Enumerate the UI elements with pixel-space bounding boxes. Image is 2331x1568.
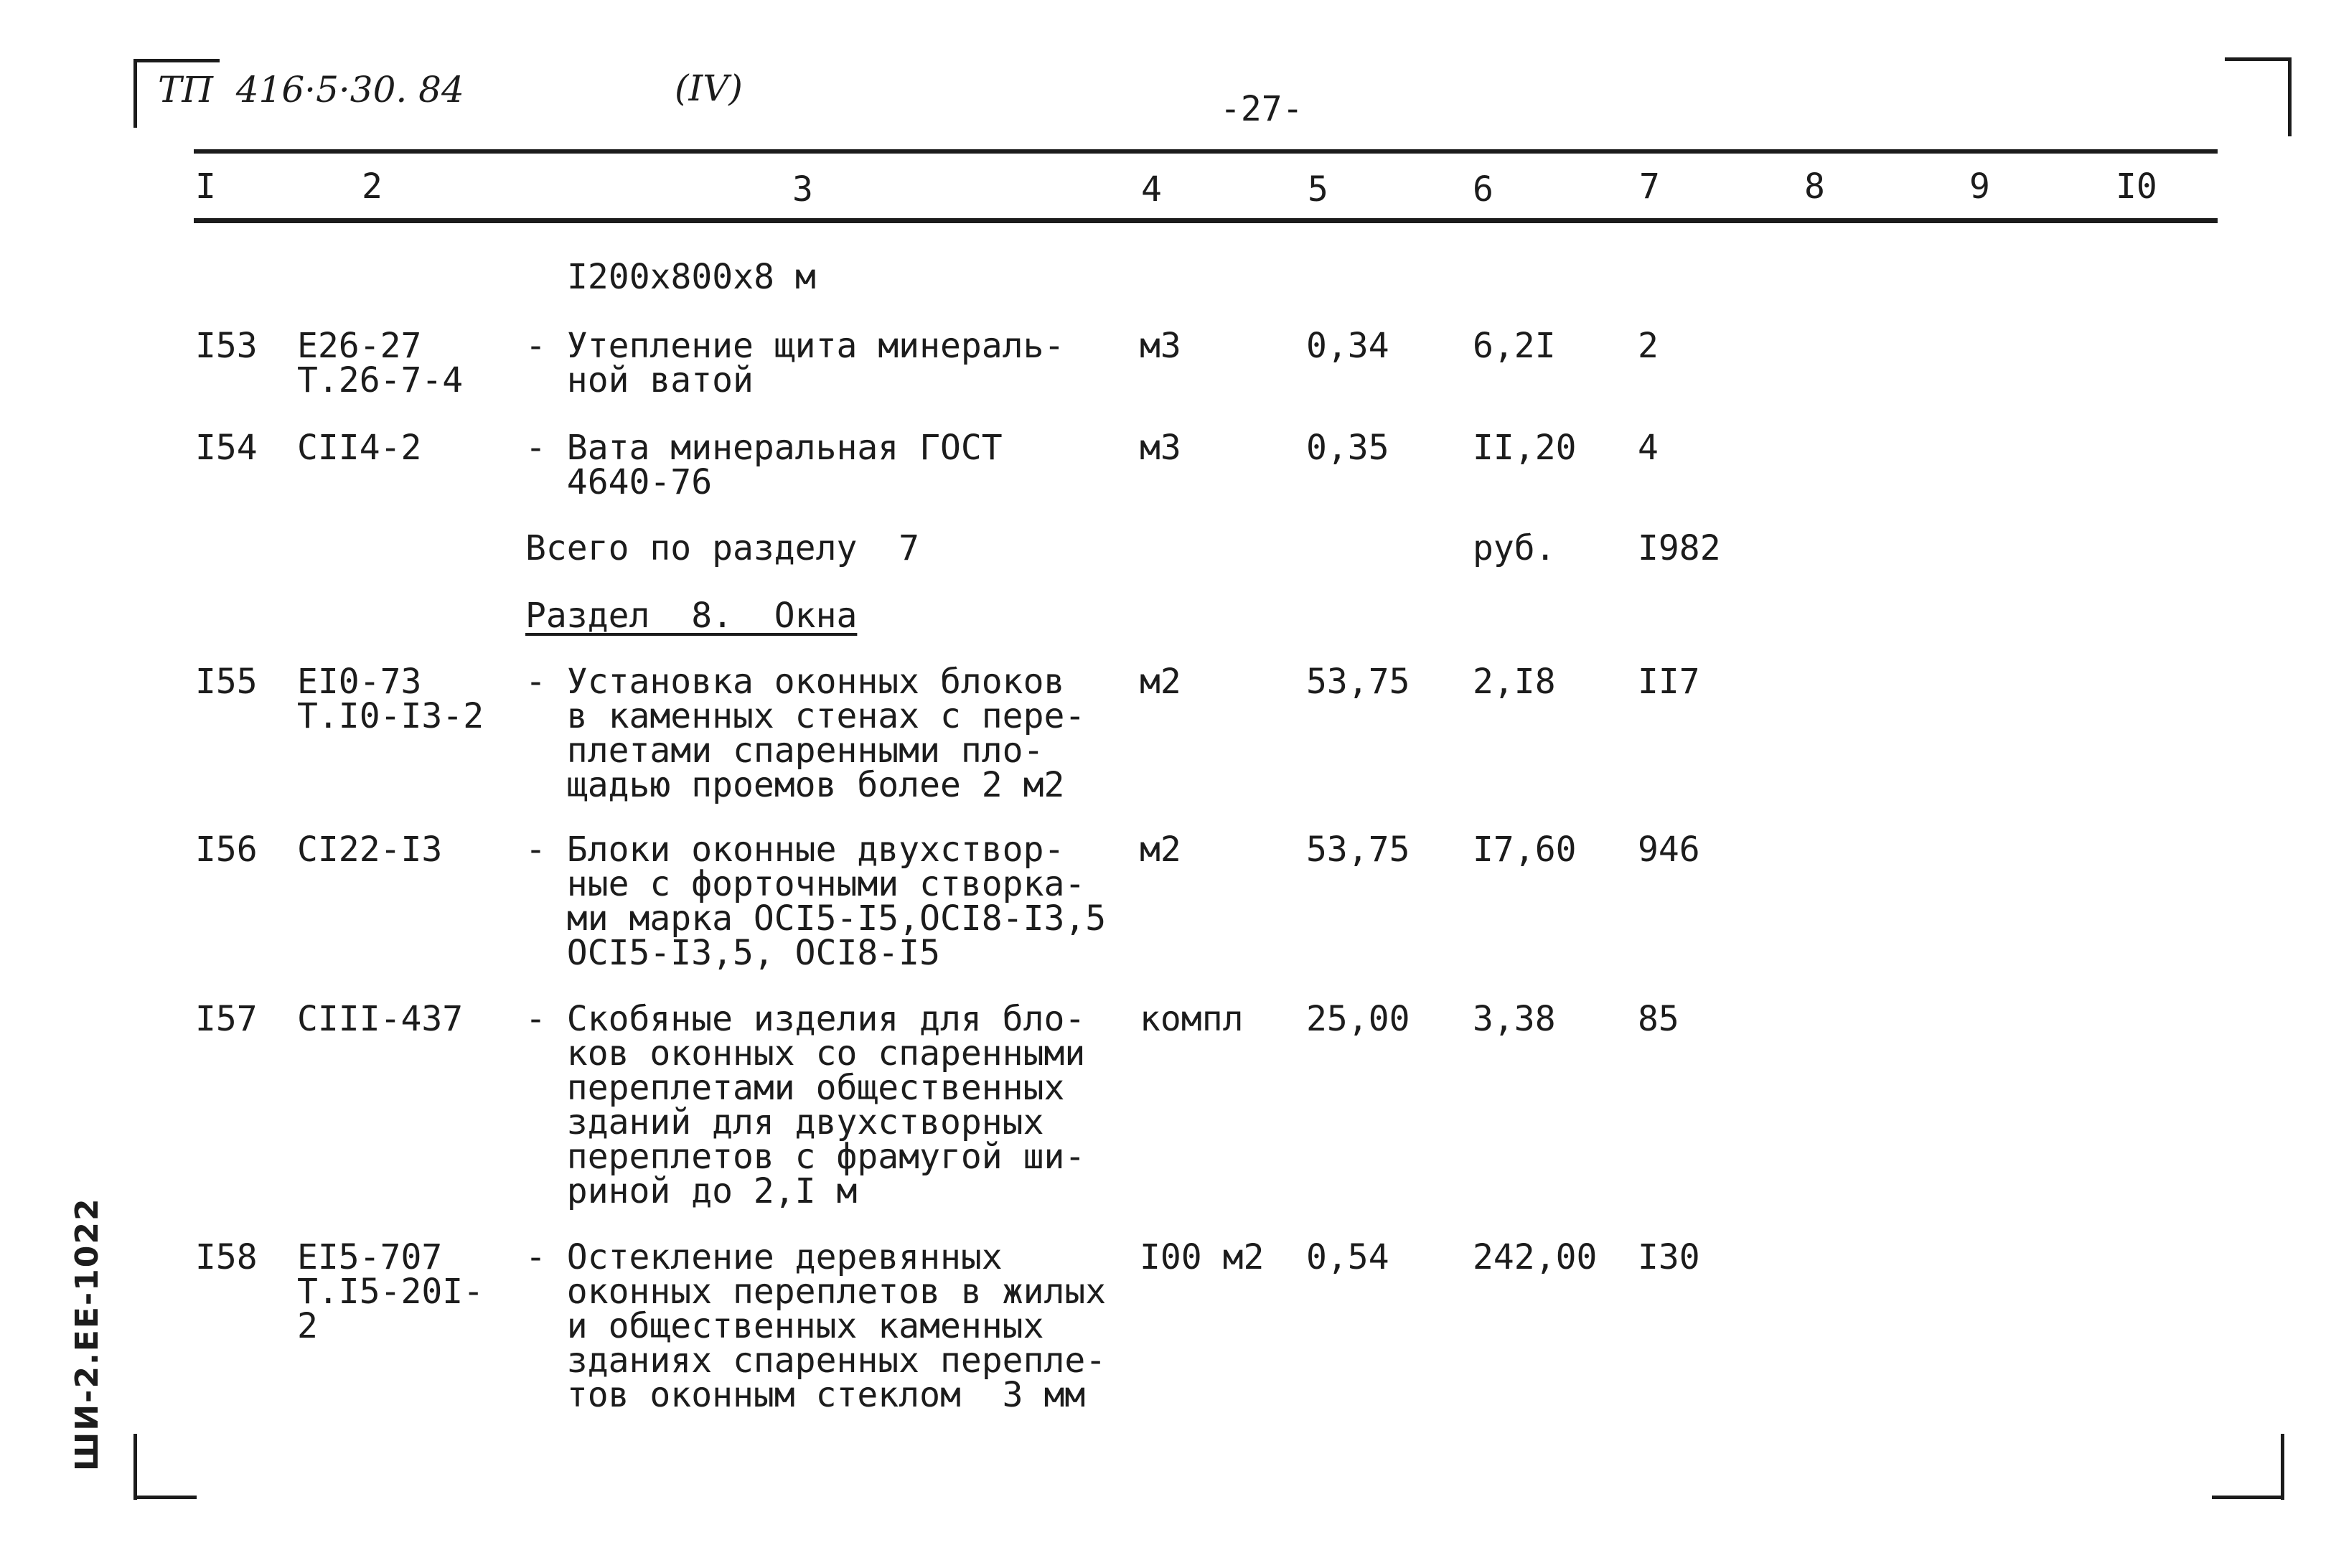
row-number: I55 xyxy=(195,662,258,702)
frame-corner-top-left-v xyxy=(133,59,137,128)
unit-price: 2,I8 xyxy=(1473,662,1556,702)
work-description: - Утепление щита минераль- ной ватой xyxy=(525,326,1065,400)
unit: компл xyxy=(1140,999,1244,1039)
quantity: 0,34 xyxy=(1306,326,1389,366)
frame-corner-top-right-v xyxy=(2288,57,2292,136)
frame-corner-top-right-h xyxy=(2225,57,2291,61)
column-header-3: 3 xyxy=(792,169,813,210)
rate-code: СII4-2 xyxy=(297,428,422,468)
unit-price: 3,38 xyxy=(1473,999,1556,1039)
unit-price: II,20 xyxy=(1473,428,1577,468)
frame-corner-bottom-left-v xyxy=(133,1434,137,1500)
row-number: I58 xyxy=(195,1237,258,1277)
frame-corner-top-left-h xyxy=(133,59,220,62)
quantity: 0,35 xyxy=(1306,428,1389,468)
frame-corner-bottom-left-h xyxy=(133,1496,197,1499)
work-description: - Блоки оконные двухствор- ные с форточными створка- ми марка ОСI5-I5,ОСI8-I3,5 ОСI5-I3,5, ОСI8-I5 xyxy=(525,830,1107,973)
column-header-6: 6 xyxy=(1473,169,1493,210)
header-rule-top xyxy=(194,149,2218,154)
work-description: - Скобяные изделия для бло- ков оконных со спаренными переплетами общественных зданий для двухстворных переплетов с фрамугой ши- риной до 2,I м xyxy=(525,999,1086,1211)
rate-code: ЕI5-707 Т.I5-20I- 2 xyxy=(297,1237,484,1346)
total-cost: 946 xyxy=(1638,830,1700,870)
column-header-10: I0 xyxy=(2116,166,2157,207)
column-header-1: I xyxy=(195,166,216,207)
work-description: - Вата минеральная ГОСТ 4640-76 xyxy=(525,428,1003,502)
total-cost: II7 xyxy=(1638,662,1700,702)
section-title: Раздел 8. Окна xyxy=(525,596,858,636)
page-number: -27- xyxy=(1220,89,1303,129)
continuation-text: I200x800x8 м xyxy=(567,257,816,297)
column-header-7: 7 xyxy=(1639,166,1660,207)
frame-corner-bottom-right-h xyxy=(2212,1496,2284,1499)
rate-code: ЕI0-73 Т.I0-I3-2 xyxy=(297,662,484,736)
quantity: 53,75 xyxy=(1306,830,1410,870)
rate-code: СI22-I3 xyxy=(297,830,443,870)
quantity: 0,54 xyxy=(1306,1237,1389,1277)
work-description: - Установка оконных блоков в каменных стенах с пере- плетами спаренными пло- щадью проемов более 2 м2 xyxy=(525,662,1086,805)
rate-code: Е26-27 Т.26-7-4 xyxy=(297,326,464,400)
unit-price: 6,2I xyxy=(1473,326,1556,366)
unit: м3 xyxy=(1140,428,1181,468)
unit: м2 xyxy=(1140,662,1181,702)
unit-price: I7,60 xyxy=(1473,830,1577,870)
column-header-5: 5 xyxy=(1308,169,1328,210)
subtotal-total: I982 xyxy=(1638,528,1721,568)
column-header-9: 9 xyxy=(1969,166,1990,207)
row-number: I54 xyxy=(195,428,258,468)
total-cost: 85 xyxy=(1638,999,1679,1039)
document-code: ТП 416·5·30. 84 xyxy=(158,69,464,111)
unit: м2 xyxy=(1140,830,1181,870)
subtotal-label: Всего по разделу 7 xyxy=(525,528,920,568)
quantity: 25,00 xyxy=(1306,999,1410,1039)
column-header-8: 8 xyxy=(1804,166,1825,207)
row-number: I53 xyxy=(195,326,258,366)
rate-code: СIII-437 xyxy=(297,999,464,1039)
column-header-2: 2 xyxy=(362,166,383,207)
total-cost: 2 xyxy=(1638,326,1659,366)
work-description: - Остекление деревянных оконных переплетов в жилых и общественных каменных зданиях спаренных перепле- тов оконным стеклом 3 мм xyxy=(525,1237,1107,1415)
unit-price: 242,00 xyxy=(1473,1237,1598,1277)
unit: м3 xyxy=(1140,326,1181,366)
side-stamp: ШИ-2.ЕЕ-1022 xyxy=(69,1197,105,1471)
volume-mark: (IV) xyxy=(675,67,743,109)
total-cost: I30 xyxy=(1638,1237,1700,1277)
column-header-4: 4 xyxy=(1141,169,1162,210)
row-number: I56 xyxy=(195,830,258,870)
subtotal-unit: руб. xyxy=(1473,528,1556,568)
unit: I00 м2 xyxy=(1140,1237,1265,1277)
quantity: 53,75 xyxy=(1306,662,1410,702)
row-number: I57 xyxy=(195,999,258,1039)
header-rule-bottom xyxy=(194,218,2218,223)
frame-corner-bottom-right-v xyxy=(2281,1434,2284,1500)
total-cost: 4 xyxy=(1638,428,1659,468)
